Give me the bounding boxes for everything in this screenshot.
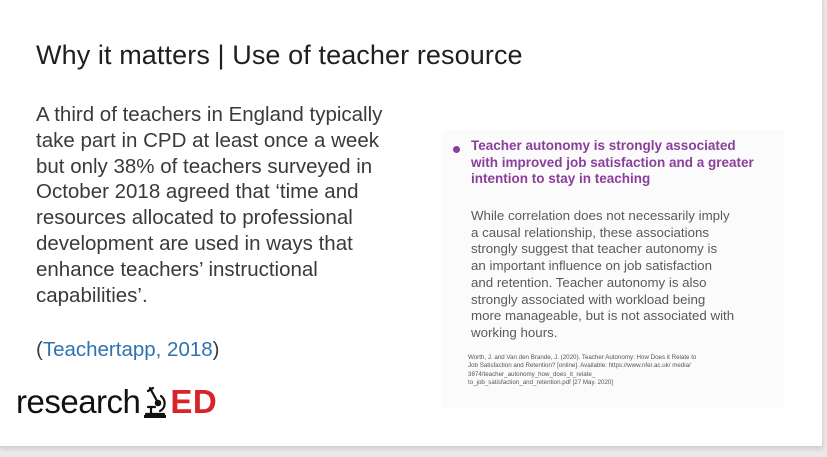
body-line: but only 38% of teachers surveyed in (36, 154, 373, 178)
logo-word-research: research (16, 383, 141, 420)
panel-heading-line: with improved job satisfaction and a greater (471, 154, 754, 170)
panel-paragraph-line: and retention. Teacher autonomy is also (471, 274, 707, 290)
panel-heading-line: Teacher autonomy is strongly associated (471, 138, 736, 153)
reference-line: 3874/teacher_autonomy_how_does_it_relate_ (468, 370, 596, 378)
quote-panel (443, 132, 783, 407)
reference-footnote (468, 354, 768, 388)
reference-line: Job Satisfaction and Retention? [online]. Available: https://www.nfer.ac.uk/ media/ (468, 362, 691, 370)
body-line: capabilities’. (36, 283, 148, 307)
panel-paragraph-line: strongly suggest that teacher autonomy is (471, 241, 718, 257)
citation-link[interactable]: Teachertapp, 2018 (42, 338, 213, 361)
reference-line: to_job_satisfaction_and_retention.pdf [27 May. 2020] (468, 379, 614, 387)
panel-paragraph-line: While correlation does not necessarily imply (471, 208, 730, 223)
body-line: enhance teachers’ instructional (36, 257, 318, 281)
body-line: October 2018 agreed that ‘time and (36, 180, 359, 204)
microscope-icon (142, 384, 168, 418)
slide-title: Why it matters | Use of teacher resource (36, 40, 523, 70)
body-line: development are used in ways that (36, 231, 353, 255)
citation (36, 338, 219, 362)
panel-heading-line: intention to stay in teaching (471, 171, 651, 186)
citation-open-paren: ( (36, 338, 43, 361)
logo-word-ed: ED (170, 383, 218, 420)
researched-logo (16, 380, 217, 420)
panel-paragraph-line: more manageable, but is not associated with (471, 308, 735, 324)
panel-paragraph-line: a causal relationship, these associations (471, 224, 710, 240)
body-line: A third of teachers in England typically (36, 103, 383, 126)
body-text (36, 102, 416, 308)
panel-paragraph-line: strongly associated with workload being (471, 291, 706, 307)
panel-paragraph-line: working hours. (471, 324, 558, 340)
panel-paragraph-line: an important influence on job satisfaction (471, 258, 712, 274)
panel-heading (471, 138, 783, 188)
citation-close-paren: ) (212, 338, 220, 361)
reference-line: Worth, J. and Van den Brande, J. (2020). Teacher Autonomy: How Does it Relate to (468, 354, 697, 361)
body-line: take part in CPD at least once a week (36, 128, 379, 152)
body-line: resources allocated to professional (36, 206, 353, 230)
panel-paragraph (471, 208, 783, 342)
bullet-dot-icon (453, 146, 460, 153)
